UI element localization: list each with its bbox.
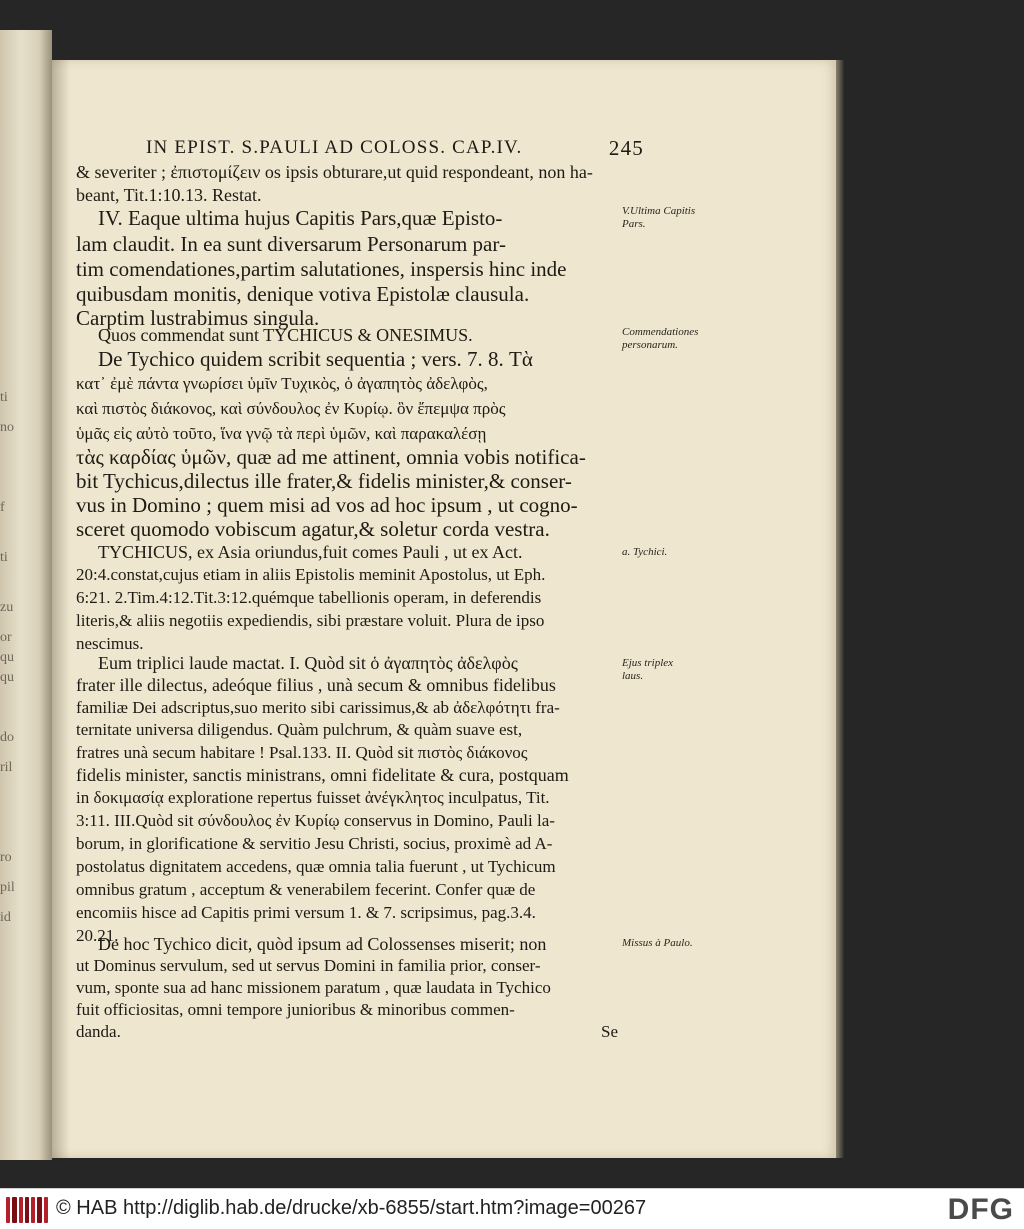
bleed-text: or bbox=[0, 630, 12, 645]
text-line: κατ᾽ ἐμὲ πάντα γνωρίσει ὑμῖν Τυχικὸς, ὁ ἀγαπητὸς ἀδελφὸς, bbox=[76, 374, 488, 393]
bleed-text: ril bbox=[0, 760, 13, 775]
text-line: frater ille dilectus, adeóque filius , unà secum & omnibus fidelibus bbox=[76, 675, 556, 695]
text-line: fuit officiositas, omni tempore junioribus & minoribus commen- bbox=[76, 1000, 515, 1019]
previous-page-edge bbox=[0, 30, 52, 1160]
margin-note: Missus à Paulo. bbox=[622, 937, 693, 949]
margin-note: Ejus triplex laus. bbox=[622, 657, 674, 682]
text-line: Eum triplici laude mactat. I. Quòd sit ὁ ἀγαπητὸς ἀδελφὸς bbox=[98, 653, 518, 673]
text-line: vus in Domino ; quem misi ad vos ad hoc ipsum , ut cogno- bbox=[76, 493, 578, 517]
text-line: 3:11. III.Quòd sit σύνδουλος ἐν Κυρίῳ conservus in Domino, Pauli la- bbox=[76, 811, 555, 830]
text-line: De Tychico quidem scribit sequentia ; vers. 7. 8. Τὰ bbox=[98, 347, 533, 371]
text-line: vum, sponte sua ad hanc missionem paratum , quæ laudata in Tychico bbox=[76, 978, 551, 997]
bleed-text: qu bbox=[0, 670, 14, 685]
page-number: 245 bbox=[608, 136, 644, 160]
text-line: De hoc Tychico dicit, quòd ipsum ad Colossenses miserit; non bbox=[98, 934, 547, 954]
text-line: postolatus dignitatem accedens, quæ omnia talia fuerunt , ut Tychicum bbox=[76, 857, 556, 876]
text-line: nescimus. bbox=[76, 634, 144, 653]
text-line: ternitate universa diligendus. Quàm pulchrum, & quàm suave est, bbox=[76, 720, 523, 739]
text-line: quibusdam monitis, denique votiva Epistolæ clausula. bbox=[76, 282, 530, 306]
footer-source-link[interactable]: © HAB http://diglib.hab.de/drucke/xb-6855/start.htm?image=00267 bbox=[56, 1197, 647, 1219]
page-gutter bbox=[52, 60, 70, 1158]
text-line: encomiis hisce ad Capitis primi versum 1. & 7. scripsimus, pag.3.4. bbox=[76, 903, 536, 922]
running-head bbox=[146, 136, 644, 160]
margin-note: V.Ultima Capitis Pars. bbox=[622, 205, 696, 230]
bleed-text: pil bbox=[0, 880, 15, 895]
margin-note: Commendationes personarum. bbox=[622, 326, 699, 351]
bleed-text: ti bbox=[0, 390, 8, 405]
text-line: sceret quomodo vobiscum agatur,& soletur corda vestra. bbox=[76, 517, 550, 541]
text-line: 20.21. bbox=[76, 926, 119, 945]
text-line: τὰς καρδίας ὑμῶν, quæ ad me attinent, omnia vobis notifica- bbox=[76, 445, 586, 469]
bleed-text: ti bbox=[0, 550, 8, 565]
text-line: Carptim lustrabimus singula. bbox=[76, 306, 320, 330]
viewer-footer bbox=[0, 1188, 1024, 1229]
running-head-title: IN EPIST. S.PAULI AD COLOSS. CAP.IV. bbox=[146, 137, 523, 158]
text-line: fidelis minister, sanctis ministrans, omni fidelitate & cura, postquam bbox=[76, 765, 569, 785]
text-line: ὑμᾶς εἰς αὐτὸ τοῦτο, ἵνα γνῷ τὰ περὶ ὑμῶν, καὶ παρακαλέσῃ bbox=[76, 424, 487, 443]
bleed-text: ro bbox=[0, 850, 12, 865]
margin-note: a. Tychici. bbox=[622, 546, 668, 558]
text-line: danda. bbox=[76, 1022, 121, 1041]
hab-logo-icon bbox=[6, 1197, 48, 1223]
bleed-text: do bbox=[0, 730, 14, 745]
text-line: Quos commendat sunt TYCHICUS & ONESIMUS. bbox=[98, 325, 473, 345]
text-line: familiæ Dei adscriptus,suo merito sibi carissimus,& ab ἀδελφότητι fra- bbox=[76, 698, 560, 717]
text-line: beant, Tit.1:10.13. Restat. bbox=[76, 185, 262, 205]
text-line: IV. Eaque ultima hujus Capitis Pars,quæ Episto- bbox=[98, 206, 503, 230]
text-line: borum, in glorificatione & servitio Jesu Christi, socius, proximè ad A- bbox=[76, 834, 553, 853]
bleed-text: no bbox=[0, 420, 14, 435]
dfg-logo: DFG bbox=[947, 1193, 1014, 1226]
bleed-text: f bbox=[0, 500, 5, 515]
text-line: ut Dominus servulum, sed ut servus Domini in familia prior, conser- bbox=[76, 956, 541, 975]
text-line: tim comendationes,partim salutationes, inspersis hinc inde bbox=[76, 257, 567, 281]
text-line: literis,& aliis negotiis expediendis, sibi præstare voluit. Plura de ipso bbox=[76, 611, 545, 630]
text-line: TYCHICUS, ex Asia oriundus,fuit comes Pauli , ut ex Act. bbox=[98, 542, 523, 562]
catchword: Se bbox=[601, 1022, 618, 1041]
text-line: καὶ πιστὸς διάκονος, καὶ σύνδουλος ἐν Κυρίῳ. ὃν ἔπεμψα πρὸς bbox=[76, 399, 506, 418]
text-line: & severiter ; ἐπιστομίζειν os ipsis obturare,ut quid respondeant, non ha- bbox=[76, 162, 593, 182]
text-line: bit Tychicus,dilectus ille frater,& fidelis minister,& conser- bbox=[76, 469, 572, 493]
bleed-text: zu bbox=[0, 600, 14, 615]
text-line: in δοκιμασίᾳ exploratione repertus fuisset ἀνέγκλητος inculpatus, Tit. bbox=[76, 788, 550, 807]
text-line: lam claudit. In ea sunt diversarum Personarum par- bbox=[76, 232, 506, 256]
text-line: fratres unà secum habitare ! Psal.133. II. Quòd sit πιστὸς διάκονος bbox=[76, 743, 528, 762]
text-line: omnibus gratum , acceptum & venerabilem fecerint. Confer quæ de bbox=[76, 880, 536, 899]
text-line: 20:4.constat,cujus etiam in aliis Epistolis meminit Apostolus, ut Eph. bbox=[76, 565, 546, 584]
bleed-text: qu bbox=[0, 650, 14, 665]
text-line: 6:21. 2.Tim.4:12.Tit.3:12.quémque tabellionis operam, in deferendis bbox=[76, 588, 542, 607]
bleed-text: id bbox=[0, 910, 11, 925]
page-edge-shadow bbox=[836, 60, 844, 1158]
